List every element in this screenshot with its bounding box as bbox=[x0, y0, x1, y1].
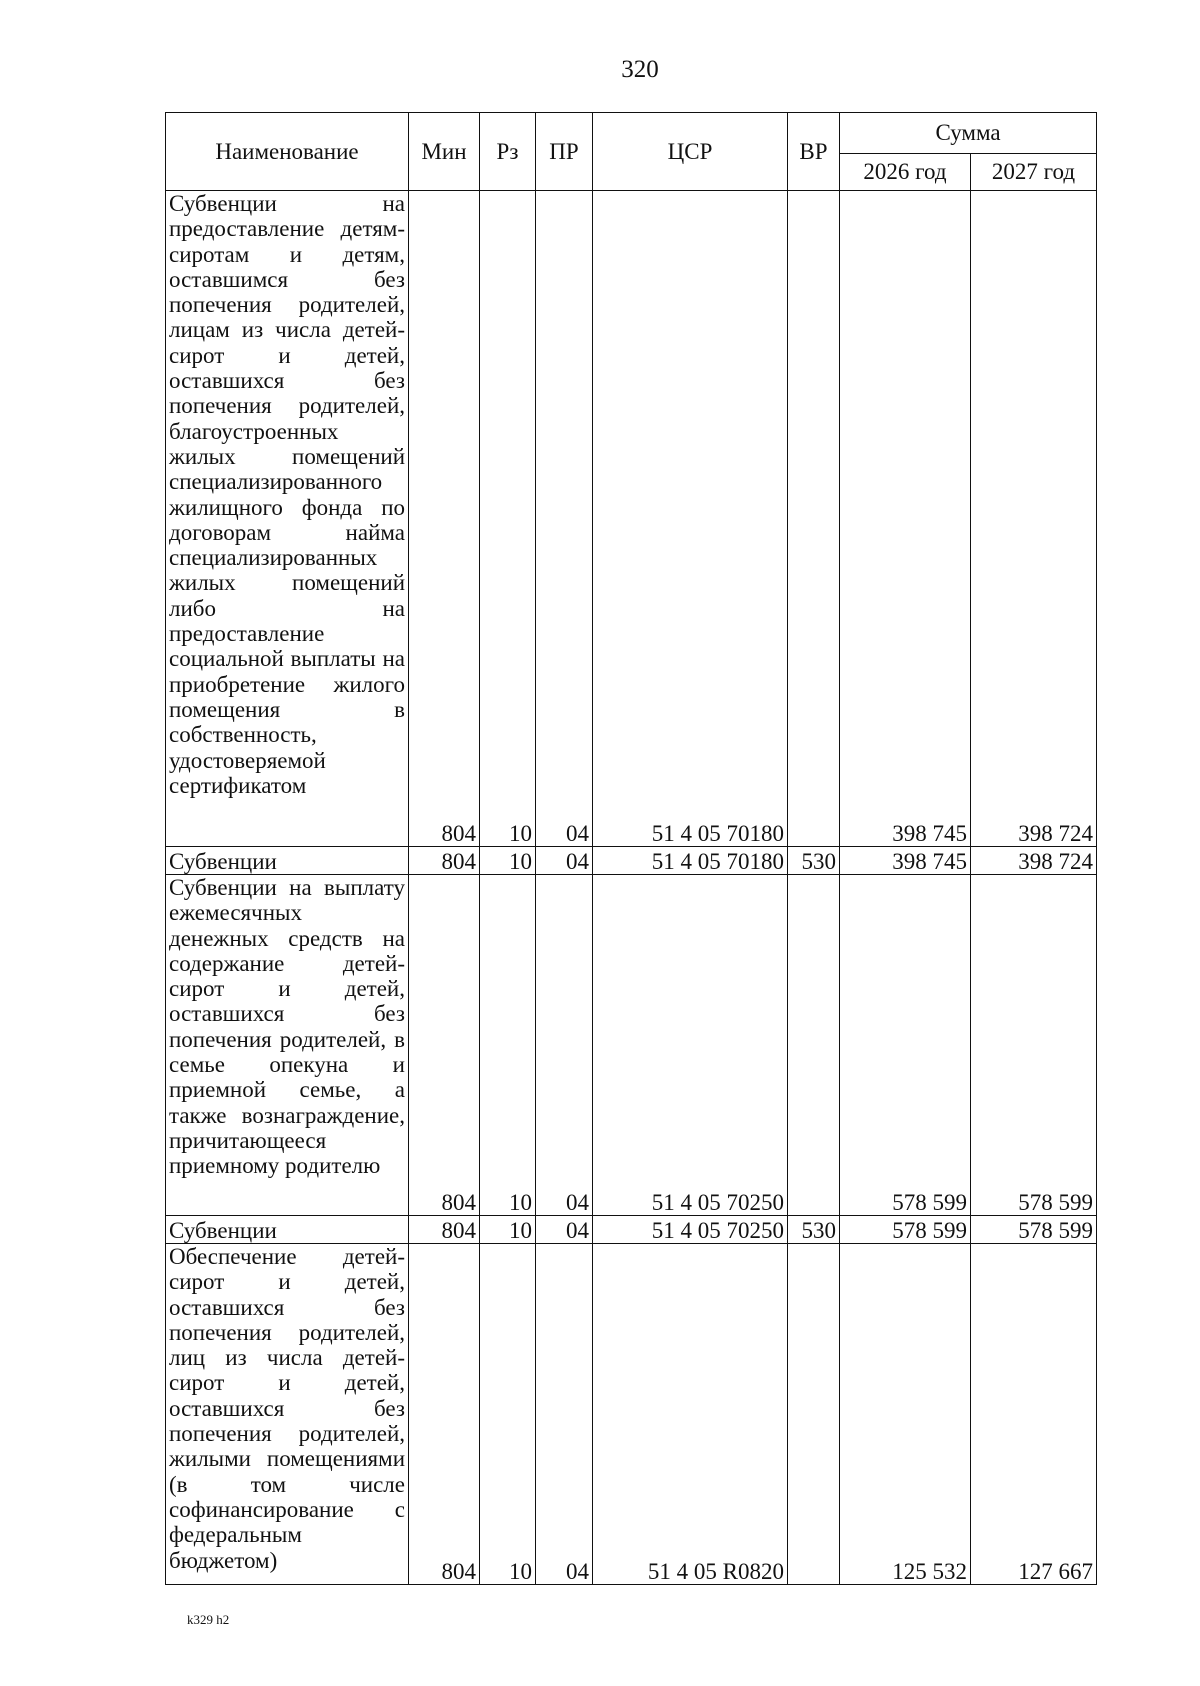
row-sum-2026: 125 532 bbox=[840, 1244, 971, 1585]
row-sum-2026: 398 745 bbox=[840, 191, 971, 847]
row-csr: 51 4 05 70250 bbox=[593, 1216, 788, 1244]
row-min: 804 bbox=[409, 1216, 480, 1244]
page-number: 320 bbox=[621, 56, 659, 83]
row-min: 804 bbox=[409, 191, 480, 847]
row-sum-2026: 578 599 bbox=[840, 875, 971, 1216]
row-pr: 04 bbox=[536, 1244, 593, 1585]
footer-code: k329 h2 bbox=[187, 1612, 230, 1627]
row-pr: 04 bbox=[536, 875, 593, 1216]
row-pr: 04 bbox=[536, 1216, 593, 1244]
header-name: Наименование bbox=[166, 113, 409, 191]
row-min: 804 bbox=[409, 847, 480, 875]
row-rz: 10 bbox=[480, 875, 536, 1216]
row-pr: 04 bbox=[536, 191, 593, 847]
row-min: 804 bbox=[409, 875, 480, 1216]
row-name: Субвенции bbox=[166, 847, 409, 875]
row-pr: 04 bbox=[536, 847, 593, 875]
table-header bbox=[166, 113, 1097, 191]
row-name: Субвенции на выплату ежемесячных денежных средств на содержание детей-сирот и детей, оставшихся без попечения родителей, в семье опекуна и приемной семье, а также вознаграждение, причитающееся приемному родителю bbox=[166, 875, 409, 1216]
row-sum-2026: 578 599 bbox=[840, 1216, 971, 1244]
row-rz: 10 bbox=[480, 191, 536, 847]
row-vr bbox=[788, 1244, 840, 1585]
row-sum-2027: 127 667 bbox=[971, 1244, 1097, 1585]
row-sum-2027: 398 724 bbox=[971, 847, 1097, 875]
table-body bbox=[166, 191, 1097, 1585]
table-row bbox=[166, 1244, 1097, 1585]
row-sum-2026: 398 745 bbox=[840, 847, 971, 875]
budget-table bbox=[165, 112, 1097, 1585]
row-sum-2027: 398 724 bbox=[971, 191, 1097, 847]
header-csr: ЦСР bbox=[593, 113, 788, 191]
row-rz: 10 bbox=[480, 1216, 536, 1244]
table-row bbox=[166, 875, 1097, 1216]
header-min: Мин bbox=[409, 113, 480, 191]
row-rz: 10 bbox=[480, 847, 536, 875]
row-vr bbox=[788, 875, 840, 1216]
row-csr: 51 4 05 70180 bbox=[593, 847, 788, 875]
row-sum-2027: 578 599 bbox=[971, 1216, 1097, 1244]
table-row bbox=[166, 847, 1097, 875]
row-sum-2027: 578 599 bbox=[971, 875, 1097, 1216]
header-pr: ПР bbox=[536, 113, 593, 191]
row-vr: 530 bbox=[788, 847, 840, 875]
row-vr bbox=[788, 191, 840, 847]
row-csr: 51 4 05 70250 bbox=[593, 875, 788, 1216]
row-rz: 10 bbox=[480, 1244, 536, 1585]
header-year-2026: 2026 год bbox=[840, 154, 971, 191]
row-name: Субвенции на предоставление детям-сиротам и детям, оставшимся без попечения родителей, лицам из числа детей-сирот и детей, оставшихся без попечения родителей, благоустроенных жилых помещений специализированного жилищного фонда по договорам найма специализированных жилых помещений либо на предоставление социальной выплаты на приобретение жилого помещения в собственность, удостоверяемой сертификатом bbox=[166, 191, 409, 847]
row-vr: 530 bbox=[788, 1216, 840, 1244]
header-vr: ВР bbox=[788, 113, 840, 191]
header-year-2027: 2027 год bbox=[971, 154, 1097, 191]
header-sum: Сумма bbox=[840, 113, 1097, 154]
row-csr: 51 4 05 R0820 bbox=[593, 1244, 788, 1585]
row-min: 804 bbox=[409, 1244, 480, 1585]
table-row bbox=[166, 191, 1097, 847]
row-name: Обеспечение детей-сирот и детей, оставшихся без попечения родителей, лиц из числа детей-сирот и детей, оставшихся без попечения родителей, жилыми помещениями (в том числе софинансирование с федеральным бюджетом) bbox=[166, 1244, 409, 1585]
row-csr: 51 4 05 70180 bbox=[593, 191, 788, 847]
header-rz: Рз bbox=[480, 113, 536, 191]
row-name: Субвенции bbox=[166, 1216, 409, 1244]
table-row bbox=[166, 1216, 1097, 1244]
